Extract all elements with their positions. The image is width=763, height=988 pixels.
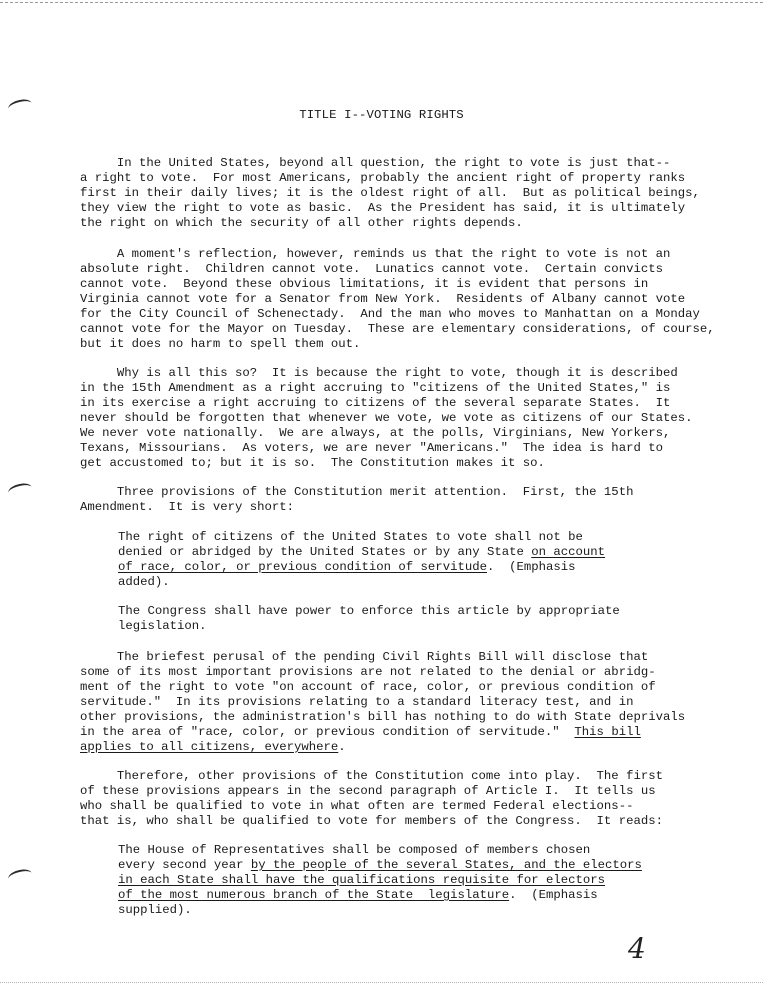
text-line: Why is all this so? It is because the right to vote, though it is described (80, 366, 678, 380)
text-line: for the City Council of Schenectady. And the man who moves to Manhattan on a Monday (80, 307, 700, 321)
text-line: some of its most important provisions are not related to the denial or abridg- (80, 665, 656, 679)
paragraph-5 (80, 650, 685, 755)
block-quote-article-one (118, 843, 642, 918)
text-line (80, 725, 685, 740)
text-line: We never vote nationally. We are always, at the polls, Virginians, New Yorkers, (80, 426, 671, 440)
text-segment: . (338, 740, 346, 754)
paragraph-2 (80, 247, 715, 352)
text-line: A moment's reflection, however, reminds us that the right to vote is not an (80, 247, 671, 261)
text-segment: denied or abridged by the United States or by any State (118, 545, 532, 559)
text-line: In the United States, beyond all question, the right to vote is just that-- (80, 156, 671, 170)
underlined-phrase: by the people of the several States, and the electors (250, 858, 642, 872)
page-title: TITLE I--VOTING RIGHTS (299, 108, 464, 122)
text-line: the right on which the security of all other rights depends. (80, 216, 523, 230)
text-line: cannot vote for the Mayor on Tuesday. These are elementary considerations, of course, (80, 322, 715, 336)
text-line: first in their daily lives; it is the oldest right of all. But as political beings, (80, 186, 700, 200)
text-line: but it does no harm to spell them out. (80, 337, 361, 351)
text-line: Virginia cannot vote for a Senator from New York. Residents of Albany cannot vote (80, 292, 686, 306)
underlined-phrase: of the most numerous branch of the State legislature (118, 888, 510, 902)
underlined-phrase: of race, color, or previous condition of servitude (118, 560, 487, 574)
text-segment: . (Emphasis (486, 560, 576, 574)
text-line: The briefest perusal of the pending Civil Rights Bill will disclose that (80, 650, 649, 664)
paragraph-4 (80, 485, 633, 515)
text-line (118, 858, 642, 873)
top-page-edge-rule (0, 2, 763, 3)
underlined-phrase: in each State shall have the qualifications requisite for electors (118, 873, 606, 887)
text-line: The right of citizens of the United States to vote shall not be (118, 530, 583, 544)
text-line (118, 873, 642, 888)
text-line: absolute right. Children cannot vote. Lunatics cannot vote. Certain convicts (80, 262, 663, 276)
text-line: in its exercise a right accruing to citizens of the several separate States. It (80, 396, 671, 410)
text-line: other provisions, the administration's bill has nothing to do with State deprivals (80, 710, 686, 724)
text-line: never should be forgotten that whenever we vote, we vote as citizens of our States. (80, 411, 693, 425)
text-line: The Congress shall have power to enforce this article by appropriate (118, 604, 620, 618)
text-line: Amendment. It is very short: (80, 500, 295, 514)
paragraph-1 (80, 156, 700, 231)
paragraph-3 (80, 366, 693, 471)
text-line: servitude." In its provisions relating to a standard literacy test, and in (80, 695, 634, 709)
text-line: legislation. (118, 619, 207, 633)
underlined-phrase: This bill (574, 725, 641, 739)
text-line: get accustomed to; but it is so. The Constitution makes it so. (80, 456, 545, 470)
text-line: added). (118, 575, 170, 589)
text-line (118, 560, 605, 575)
text-line: that is, who shall be qualified to vote for members of the Congress. It reads: (80, 814, 663, 828)
bottom-page-edge-rule (0, 982, 763, 983)
text-segment: . (Emphasis (509, 888, 598, 902)
text-line: of these provisions appears in the second paragraph of Article I. It tells us (80, 784, 656, 798)
text-segment: every second year (118, 858, 251, 872)
text-line (118, 545, 605, 560)
text-line: they view the right to vote as basic. As the President has said, it is ultimately (80, 201, 686, 215)
text-line: who shall be qualified to vote in what often are termed Federal elections-- (80, 799, 634, 813)
text-line (80, 740, 685, 755)
text-line: ment of the right to vote "on account of race, color, or previous condition of (80, 680, 656, 694)
text-line: in the 15th Amendment as a right accruing to "citizens of the United States," is (80, 381, 671, 395)
block-quote-enforcement (118, 604, 620, 634)
text-line: a right to vote. For most Americans, probably the ancient right of property ranks (80, 171, 686, 185)
underlined-phrase: on account (531, 545, 606, 559)
handwritten-page-number: 4 (628, 932, 646, 965)
text-line: Therefore, other provisions of the Constitution come into play. The first (80, 769, 663, 783)
text-line: The House of Representatives shall be composed of members chosen (118, 843, 591, 857)
paragraph-6 (80, 769, 663, 829)
margin-bracket-mark (7, 481, 33, 498)
margin-bracket-mark (7, 867, 33, 884)
text-line: cannot vote. Beyond these obvious limitations, it is evident that persons in (80, 277, 649, 291)
text-line: supplied). (118, 903, 192, 917)
underlined-phrase: applies to all citizens, everywhere (80, 740, 339, 754)
text-line (118, 888, 642, 903)
text-line: Three provisions of the Constitution merit attention. First, the 15th (80, 485, 634, 499)
block-quote-15th-amendment (118, 530, 605, 590)
text-line: Texans, Missourians. As voters, we are never "Americans." The idea is hard to (80, 441, 663, 455)
text-segment: in the area of "race, color, or previous condition of servitude." (80, 725, 575, 739)
